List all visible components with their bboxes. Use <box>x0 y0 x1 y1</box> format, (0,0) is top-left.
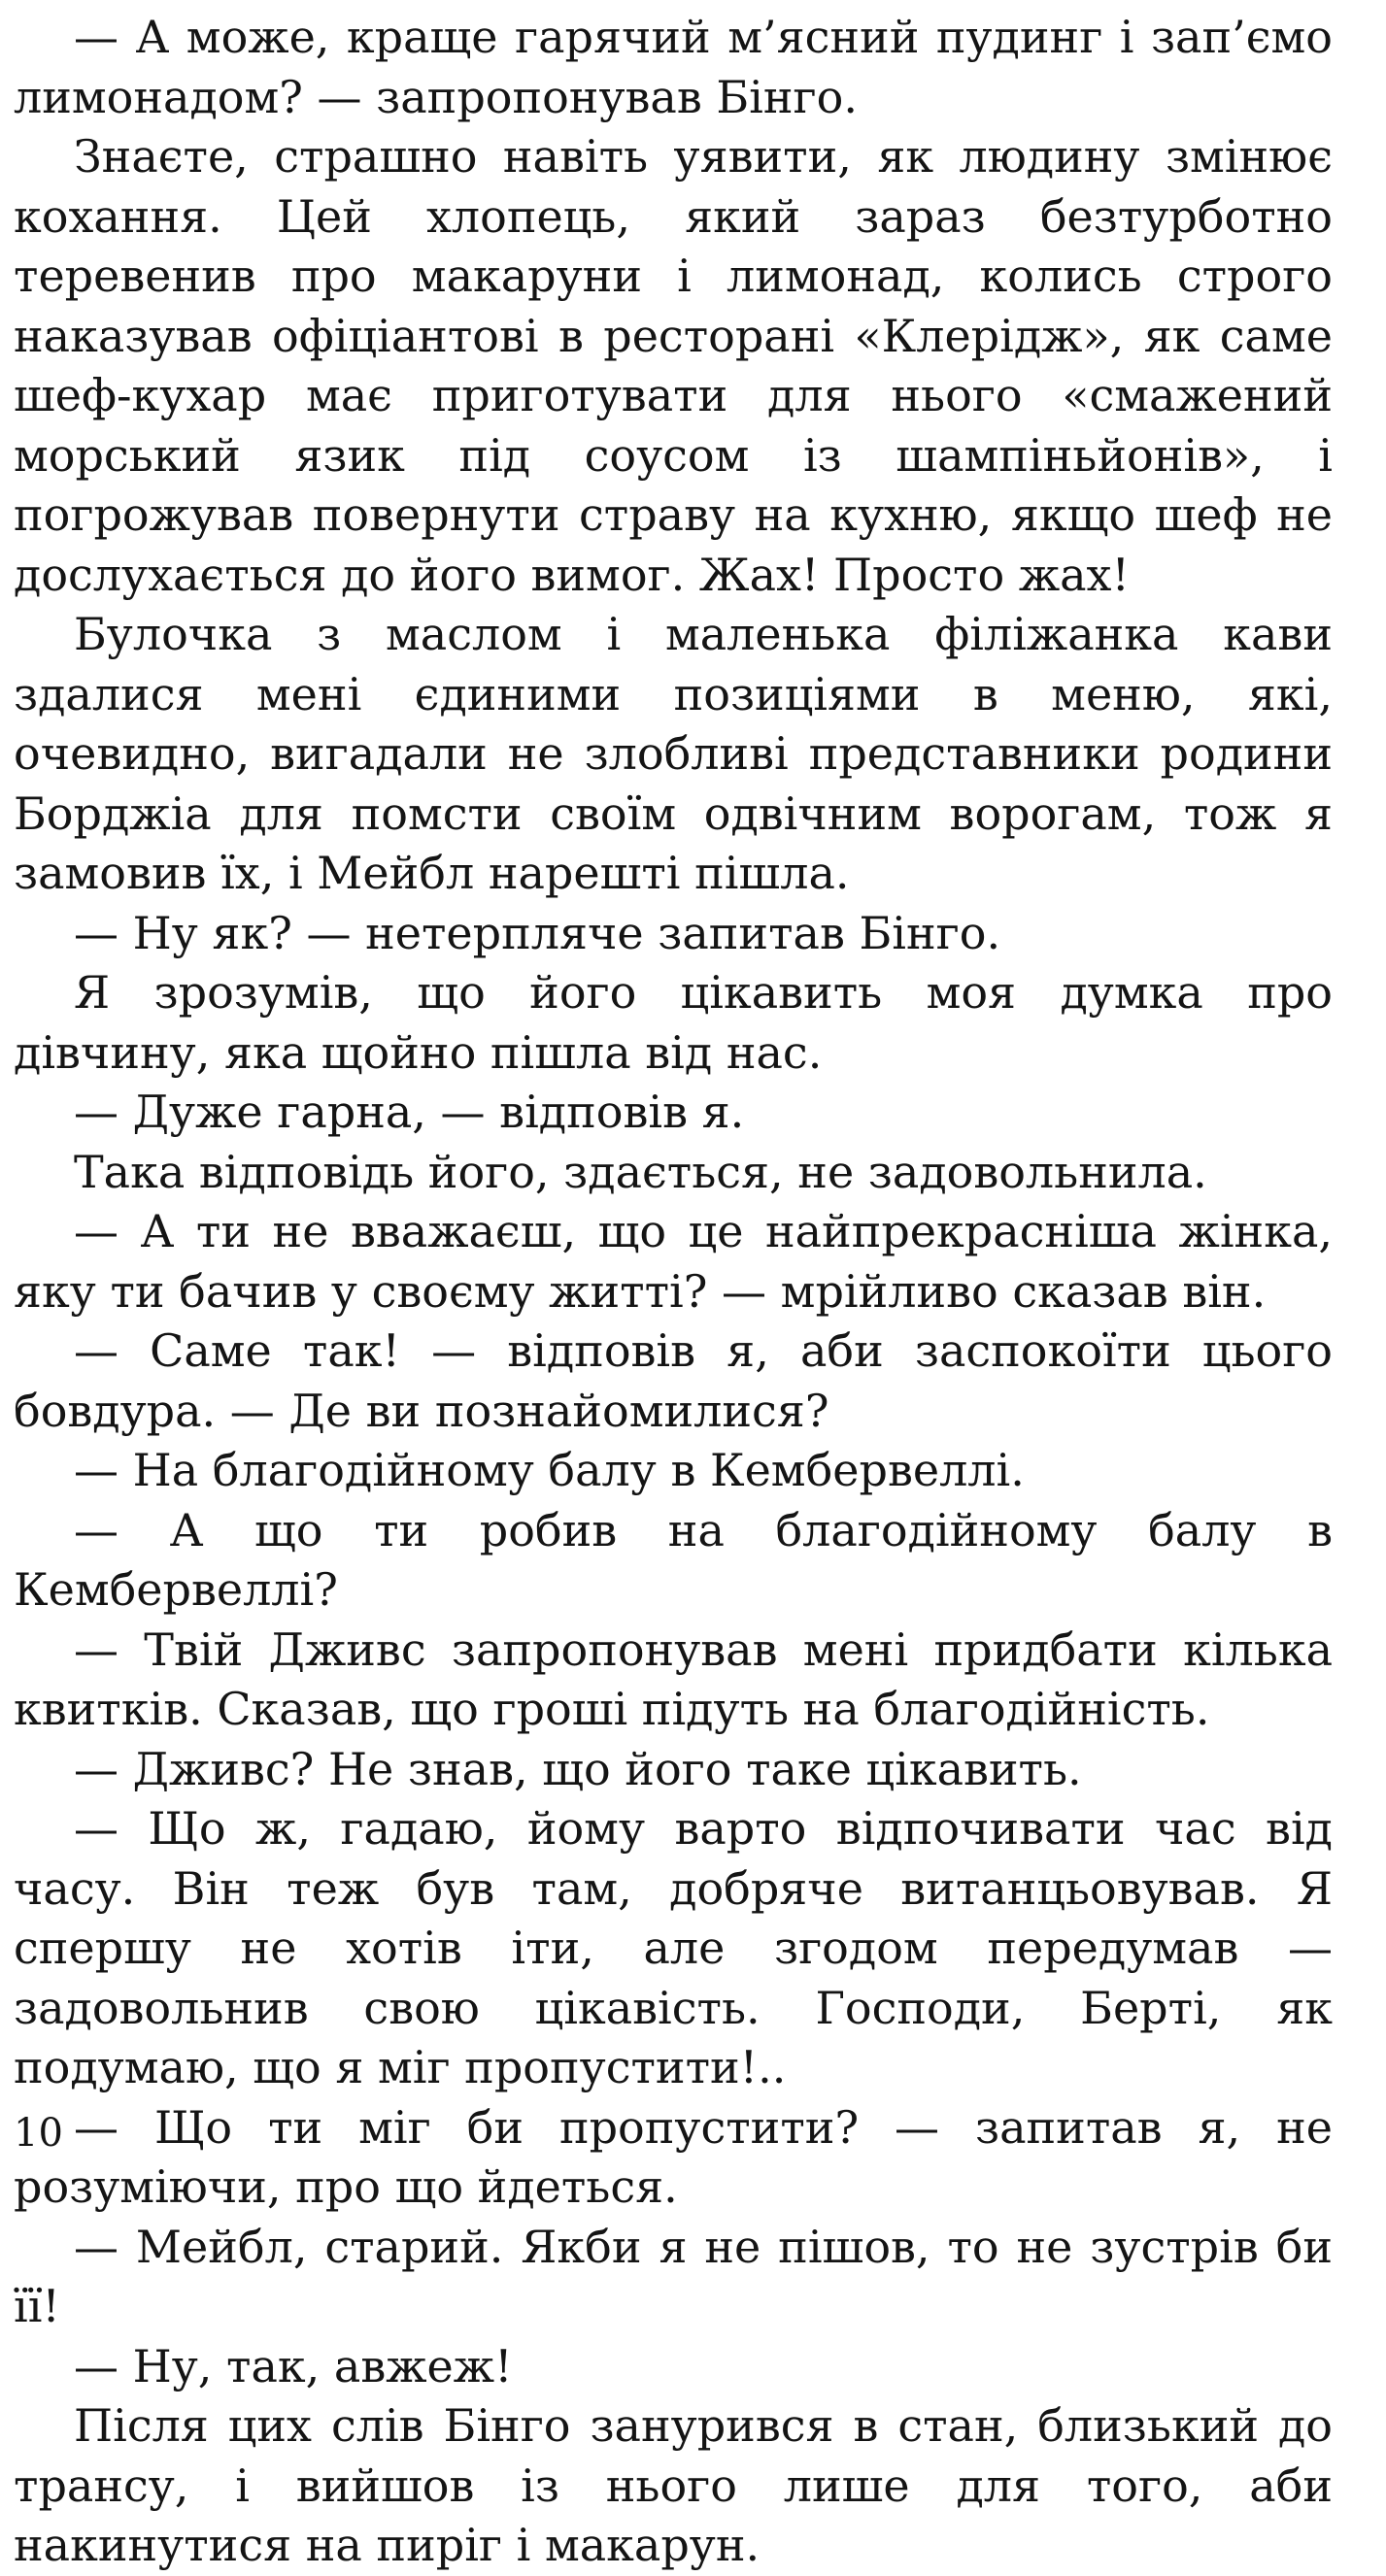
page-number: 10 <box>14 2111 63 2156</box>
paragraph: Після цих слів Бінго занурився в стан, близький до трансу, і вийшов із нього лише для того, аби накинутися на пиріг і макарун. <box>14 2399 1333 2571</box>
paragraph: — Що ж, гадаю, йому варто відпочивати час від часу. Він теж був там, добряче витанцьовував. Я спершу не хотів іти, але згодом передумав — задовольнив свою цікавість. Господи, Берті, як подумаю, що я міг пропустити!.. <box>14 1802 1333 2093</box>
paragraph: Знаєте, страшно навіть уявити, як людину змінює кохання. Цей хлопець, який зараз безтурботно теревенив про макаруни і лимонад, колись строго наказував офіціантові в ресторані «Клерідж», як саме шеф-кухар має приготувати для нього «смажений морський язик під соусом із шампіньйонів», і погрожував повернути страву на кухню, якщо шеф не дослухається до його вимог. Жах! Просто жах! <box>14 130 1333 601</box>
paragraph: — А ти не вважаєш, що це найпрекрасніша жінка, яку ти бачив у своєму житті? — мрійливо сказав він. <box>14 1205 1333 1318</box>
paragraph: Я зрозумів, що його цікавить моя думка про дівчину, яка щойно пішла від нас. <box>14 966 1333 1079</box>
paragraph: — На благодійному балу в Кембервеллі. <box>74 1444 1025 1496</box>
page-text <box>14 8 1333 2576</box>
paragraph: — Мейбл, старий. Якби я не пішов, то не зустрів би її! <box>14 2220 1333 2332</box>
paragraph: Така відповідь його, здається, не задовольнила. <box>74 1145 1207 1198</box>
paragraph: — Що ти міг би пропустити? — запитав я, не розуміючи, про що йдеться. <box>14 2100 1333 2213</box>
paragraph: — Ну, так, авжеж! <box>74 2339 513 2392</box>
paragraph: — Твій Дживс запропонував мені придбати кілька квитків. Сказав, що гроші підуть на благодійність. <box>14 1623 1333 1735</box>
paragraph: — А може, краще гарячий м’ясний пудинг і зап’ємо лимонадом? — запропонував Бінго. <box>14 11 1333 123</box>
paragraph: — А що ти робив на благодійному балу в Кембервеллі? <box>14 1503 1333 1616</box>
paragraph: — Ну як? — нетерпляче запитав Бінго. <box>74 906 1001 959</box>
paragraph: Булочка з маслом і маленька філіжанка кави здалися мені єдиними позиціями в меню, які, очевидно, вигадали не злобливі представники родини Борджіа для помсти своїм одвічним ворогам, тож я замовив їх, і Мейбл нарешті пішла. <box>14 608 1333 899</box>
paragraph: — Дуже гарна, — відповів я. <box>74 1086 745 1138</box>
paragraph: — Саме так! — відповів я, аби заспокоїти цього бовдура. — Де ви познайомилися? <box>14 1324 1333 1437</box>
paragraph: — Дживс? Не знав, що його таке цікавить. <box>74 1742 1082 1795</box>
